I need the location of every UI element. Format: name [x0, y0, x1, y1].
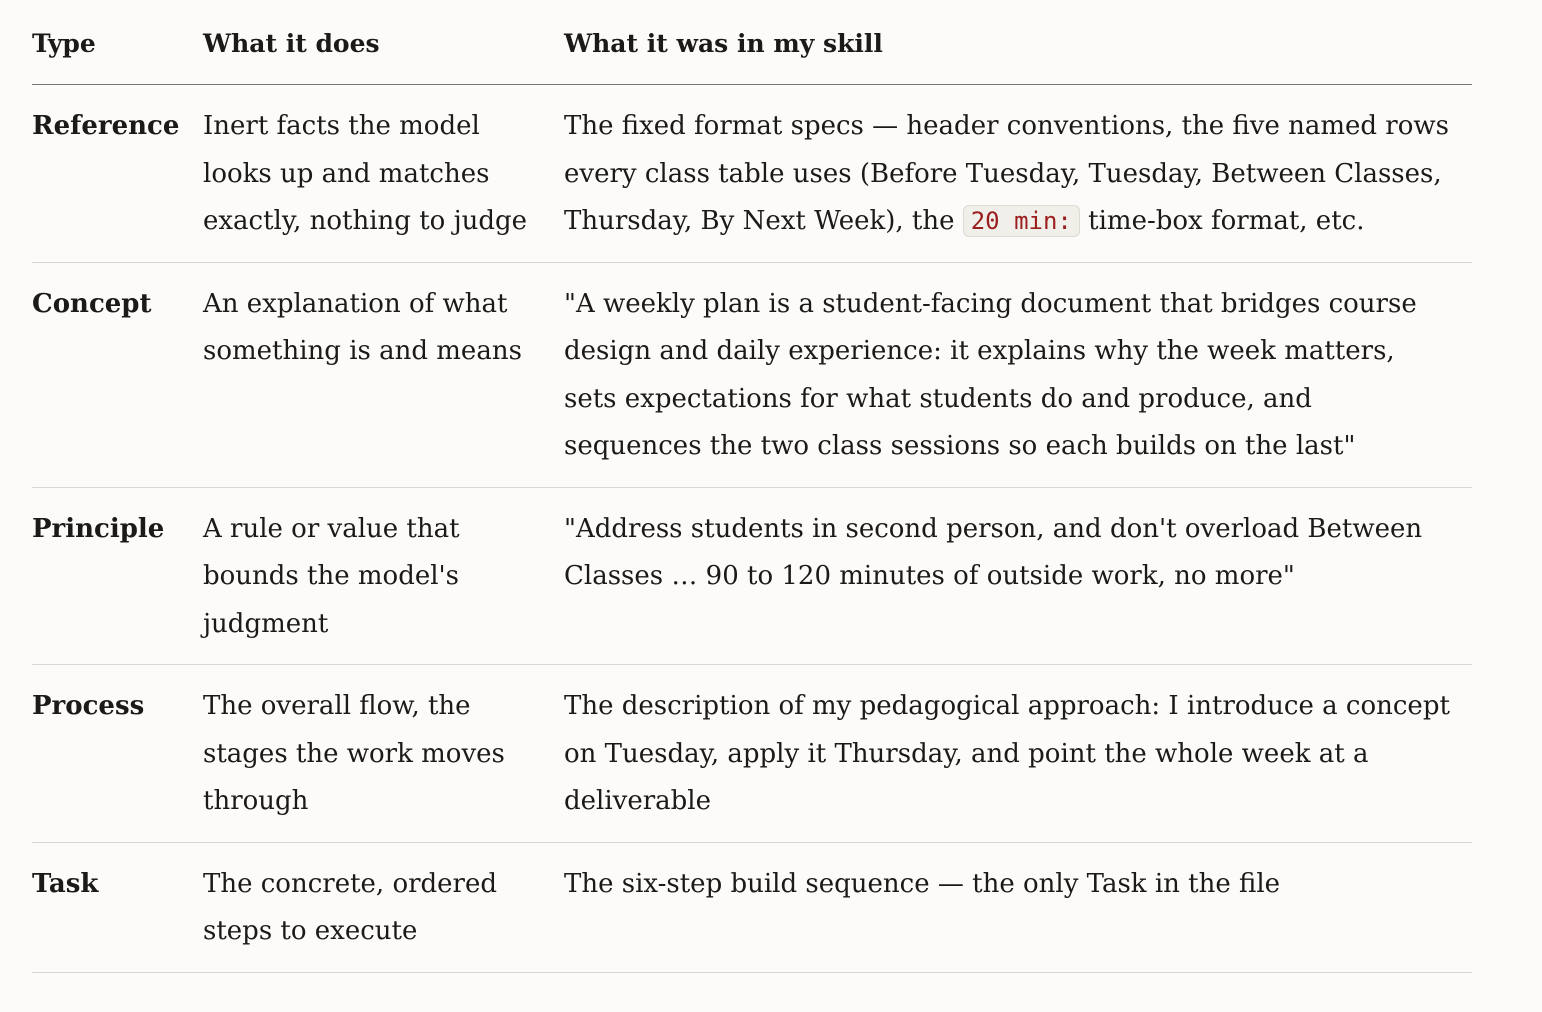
content-types-table-wrapper [32, 0, 1472, 973]
does-cell-process: The overall flow, the stages the work moves through [203, 665, 564, 843]
type-cell-process: Process [32, 665, 203, 843]
table-row [32, 487, 1472, 665]
type-cell-reference: Reference [32, 85, 203, 263]
type-cell-concept: Concept [32, 262, 203, 487]
skill-cell-concept: "A weekly plan is a student-facing document that bridges course design and daily experience: it explains why the week matters, sets expectations for what students do and produce, and sequences the two class sessions so each builds on the last" [564, 262, 1472, 487]
skill-cell-task: The six-step build sequence — the only Task in the file [564, 842, 1472, 972]
skill-cell-reference [564, 85, 1472, 263]
table-row [32, 262, 1472, 487]
table-row [32, 842, 1472, 972]
header-row [32, 0, 1472, 85]
header-type: Type [32, 0, 203, 85]
does-cell-reference: Inert facts the model looks up and matches exactly, nothing to judge [203, 85, 564, 263]
table-row [32, 665, 1472, 843]
skill-text-after-code: time-box format, etc. [1079, 206, 1365, 236]
skill-cell-principle: "Address students in second person, and don't overload Between Classes … 90 to 120 minutes of outside work, no more" [564, 487, 1472, 665]
type-cell-task: Task [32, 842, 203, 972]
table-row [32, 85, 1472, 263]
skill-cell-process: The description of my pedagogical approach: I introduce a concept on Tuesday, apply it Thursday, and point the whole week at a deliverable [564, 665, 1472, 843]
type-cell-principle: Principle [32, 487, 203, 665]
content-types-table [32, 0, 1472, 973]
does-cell-concept: An explanation of what something is and means [203, 262, 564, 487]
table-header [32, 0, 1472, 85]
header-what-it-was: What it was in my skill [564, 0, 1472, 85]
does-cell-principle: A rule or value that bounds the model's judgment [203, 487, 564, 665]
inline-code: 20 min: [963, 205, 1080, 237]
table-body [32, 85, 1472, 973]
skill-text-before-code: The fixed format specs — header conventions, the five named rows every class table uses (Before Tuesday, Tuesday, Between Classes, Thursday, By Next Week), the [564, 111, 1449, 236]
header-what-it-does: What it does [203, 0, 564, 85]
does-cell-task: The concrete, ordered steps to execute [203, 842, 564, 972]
